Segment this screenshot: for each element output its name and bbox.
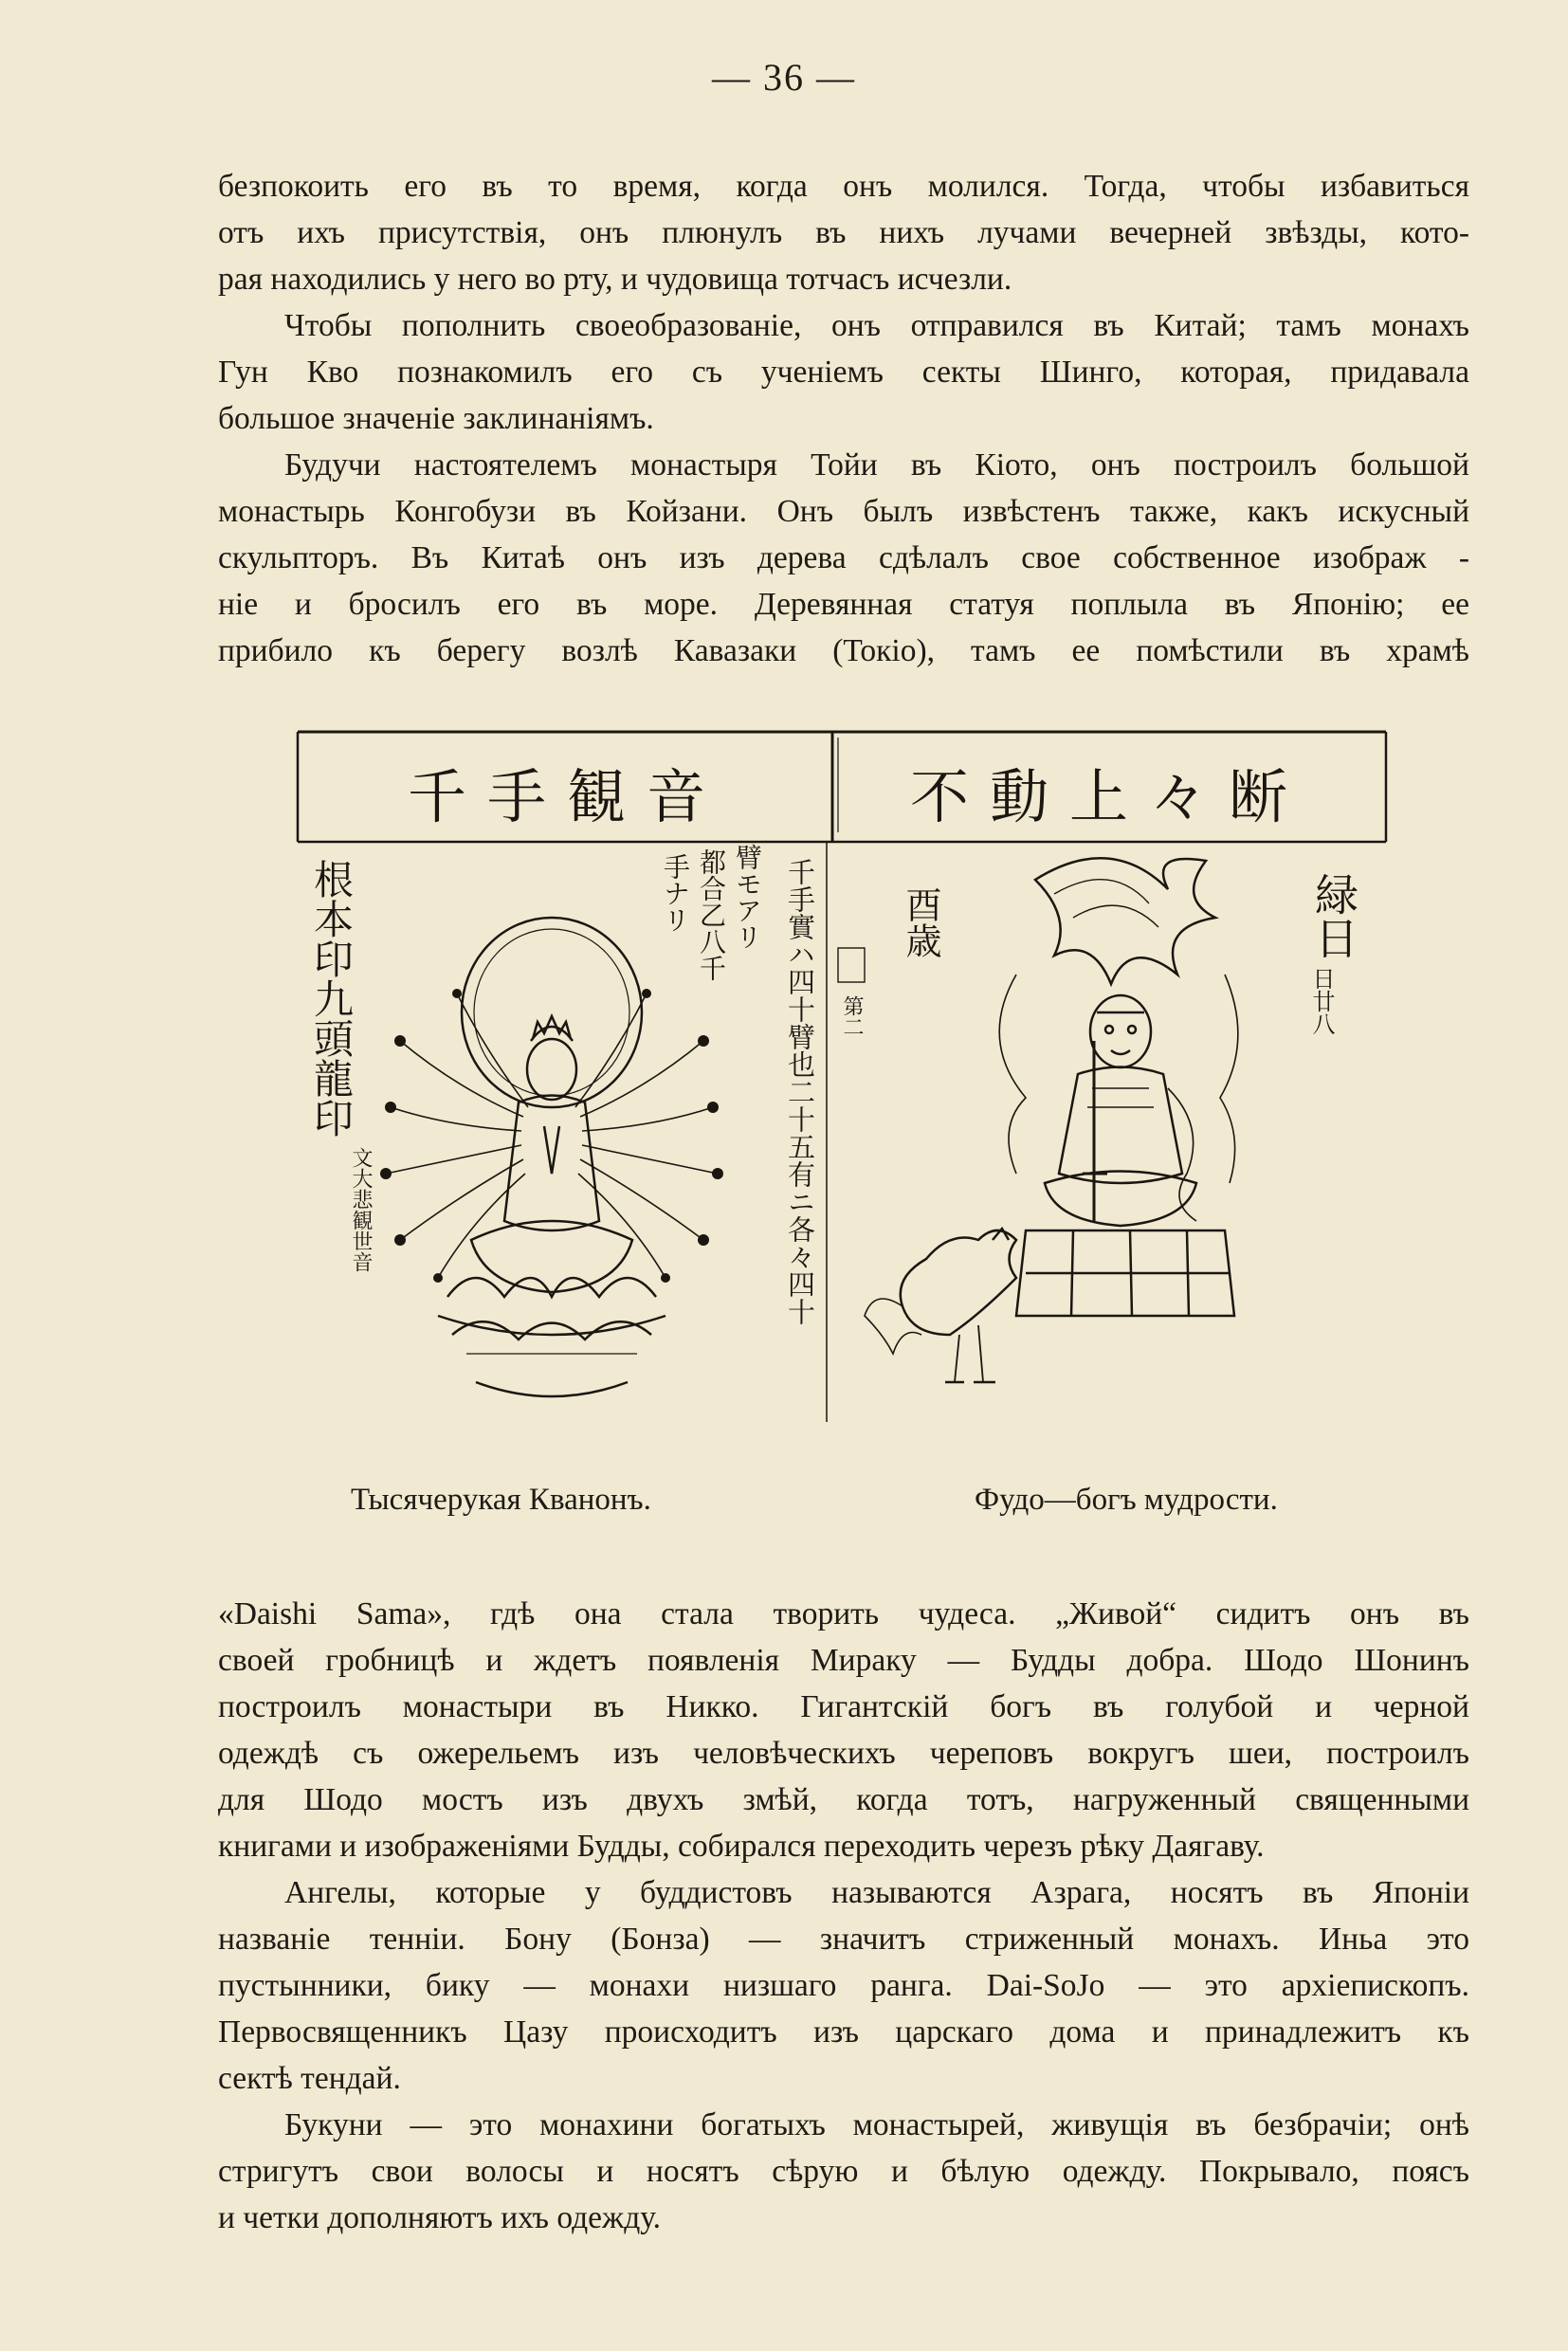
inscription-left-3: 都合乙八千: [696, 848, 727, 981]
text-line: монастырь Конгобузи въ Койзани. Онъ былъ извѣстенъ также, какъ искусный: [218, 494, 1469, 529]
text-line: одеждѣ съ ожерельемъ изъ человѣческихъ череповъ вокругъ шеи, построилъ: [218, 1736, 1469, 1771]
text-line: Будучи настоятелемъ монастыря Тойи въ Кіото, онъ построилъ большой: [284, 447, 1469, 483]
text-line: Букуни — это монахини богатыхъ монастырей, живущія въ безбрачіи; онѣ: [284, 2107, 1469, 2142]
text-line: сектѣ тендай.: [218, 2061, 401, 2096]
inscription-left-1-small: 文大悲観世音: [349, 1147, 373, 1272]
caption-kannon: Тысячерукая Кванонъ.: [351, 1483, 651, 1517]
text-line: большое значеніе заклинаніямъ.: [218, 401, 654, 436]
inscription-left-2: 手ナリ: [660, 853, 691, 933]
text-line: построилъ монастыри въ Никко. Гигантскій богъ въ голубой и черной: [218, 1689, 1469, 1724]
text-line: для Шодо мостъ изъ двухъ змѣй, когда тотъ, нагруженный священными: [218, 1782, 1469, 1817]
figure-title-right: 不動上々断: [909, 761, 1308, 831]
text-line: Первосвященникъ Цазу происходитъ изъ царскаго дома и принадлежитъ къ: [218, 2014, 1469, 2050]
inscription-right-1-small: 日廿八: [1308, 967, 1335, 1035]
text-block-bottom: [218, 1591, 1469, 2241]
text-line: стригутъ свои волосы и носятъ сѣрую и бѣлую одежду. Покрывало, поясъ: [218, 2154, 1469, 2189]
inscription-left-5: 千手實ハ四十臂也二十五有ニ各々四十: [784, 858, 816, 1325]
text-block-top: [218, 163, 1469, 674]
inscription-right-2: 酉歳: [900, 886, 941, 958]
text-line: пустынники, бику — монахи низшаго ранга. Dai-SoJo — это архіепископъ.: [218, 1968, 1469, 2003]
text-line: рая находились у него во рту, и чудовища тотчасъ исчезли.: [218, 262, 1012, 297]
page-number: — 36 —: [712, 56, 856, 99]
text-line: безпокоить его въ то время, когда онъ молился. Тогда, чтобы избавиться: [218, 169, 1469, 204]
text-line: прибило къ берегу возлѣ Кавазаки (Токіо), тамъ ее помѣстили въ храмѣ: [218, 633, 1469, 668]
text-line: книгами и изображеніями Будды, собирался переходить черезъ рѣку Даягаву.: [218, 1829, 1265, 1864]
text-line: Гун Кво познакомилъ его съ ученіемъ секты Шинго, которая, придавала: [218, 355, 1469, 390]
text-line: и четки дополняютъ ихъ одежду.: [218, 2200, 662, 2235]
text-line: отъ ихъ присутствія, онъ плюнулъ въ нихъ лучами вечерней звѣзды, кото-: [218, 215, 1469, 250]
inscription-right-1: 緑日: [1308, 872, 1359, 959]
text-line: ніе и бросилъ его въ море. Деревянная статуя поплыла въ Японію; ее: [218, 587, 1469, 622]
figure-title-left: 千手観音: [407, 761, 726, 831]
text-line: Чтобы пополнить своеобразованіе, онъ отправился въ Китай; тамъ монахъ: [284, 308, 1469, 343]
text-line: своей гробницѣ и ждетъ появленія Мираку — Будды добра. Шодо Шонинъ: [218, 1643, 1469, 1678]
caption-fudo: Фудо—богъ мудрости.: [975, 1483, 1278, 1517]
text-line: Ангелы, которые у буддистовъ называются Азрага, носятъ въ Японіи: [284, 1875, 1469, 1910]
inscription-right-3: 第二: [840, 995, 864, 1037]
text-line: «Daishi Sama», гдѣ она стала творить чудеса. „Живой“ сидитъ онъ въ: [218, 1596, 1469, 1631]
text-line: названіе тенніи. Бону (Бонза) — значитъ стриженный монахъ. Иньа это: [218, 1922, 1469, 1957]
kannon-figure: [380, 918, 723, 1396]
text-line: скульпторъ. Въ Китаѣ онъ изъ дерева сдѣлалъ свое собственное изображ -: [218, 540, 1469, 575]
inscription-left-4: 臂モアリ: [732, 844, 763, 950]
inscription-left-1: 根本印九頭龍印: [308, 859, 355, 1138]
